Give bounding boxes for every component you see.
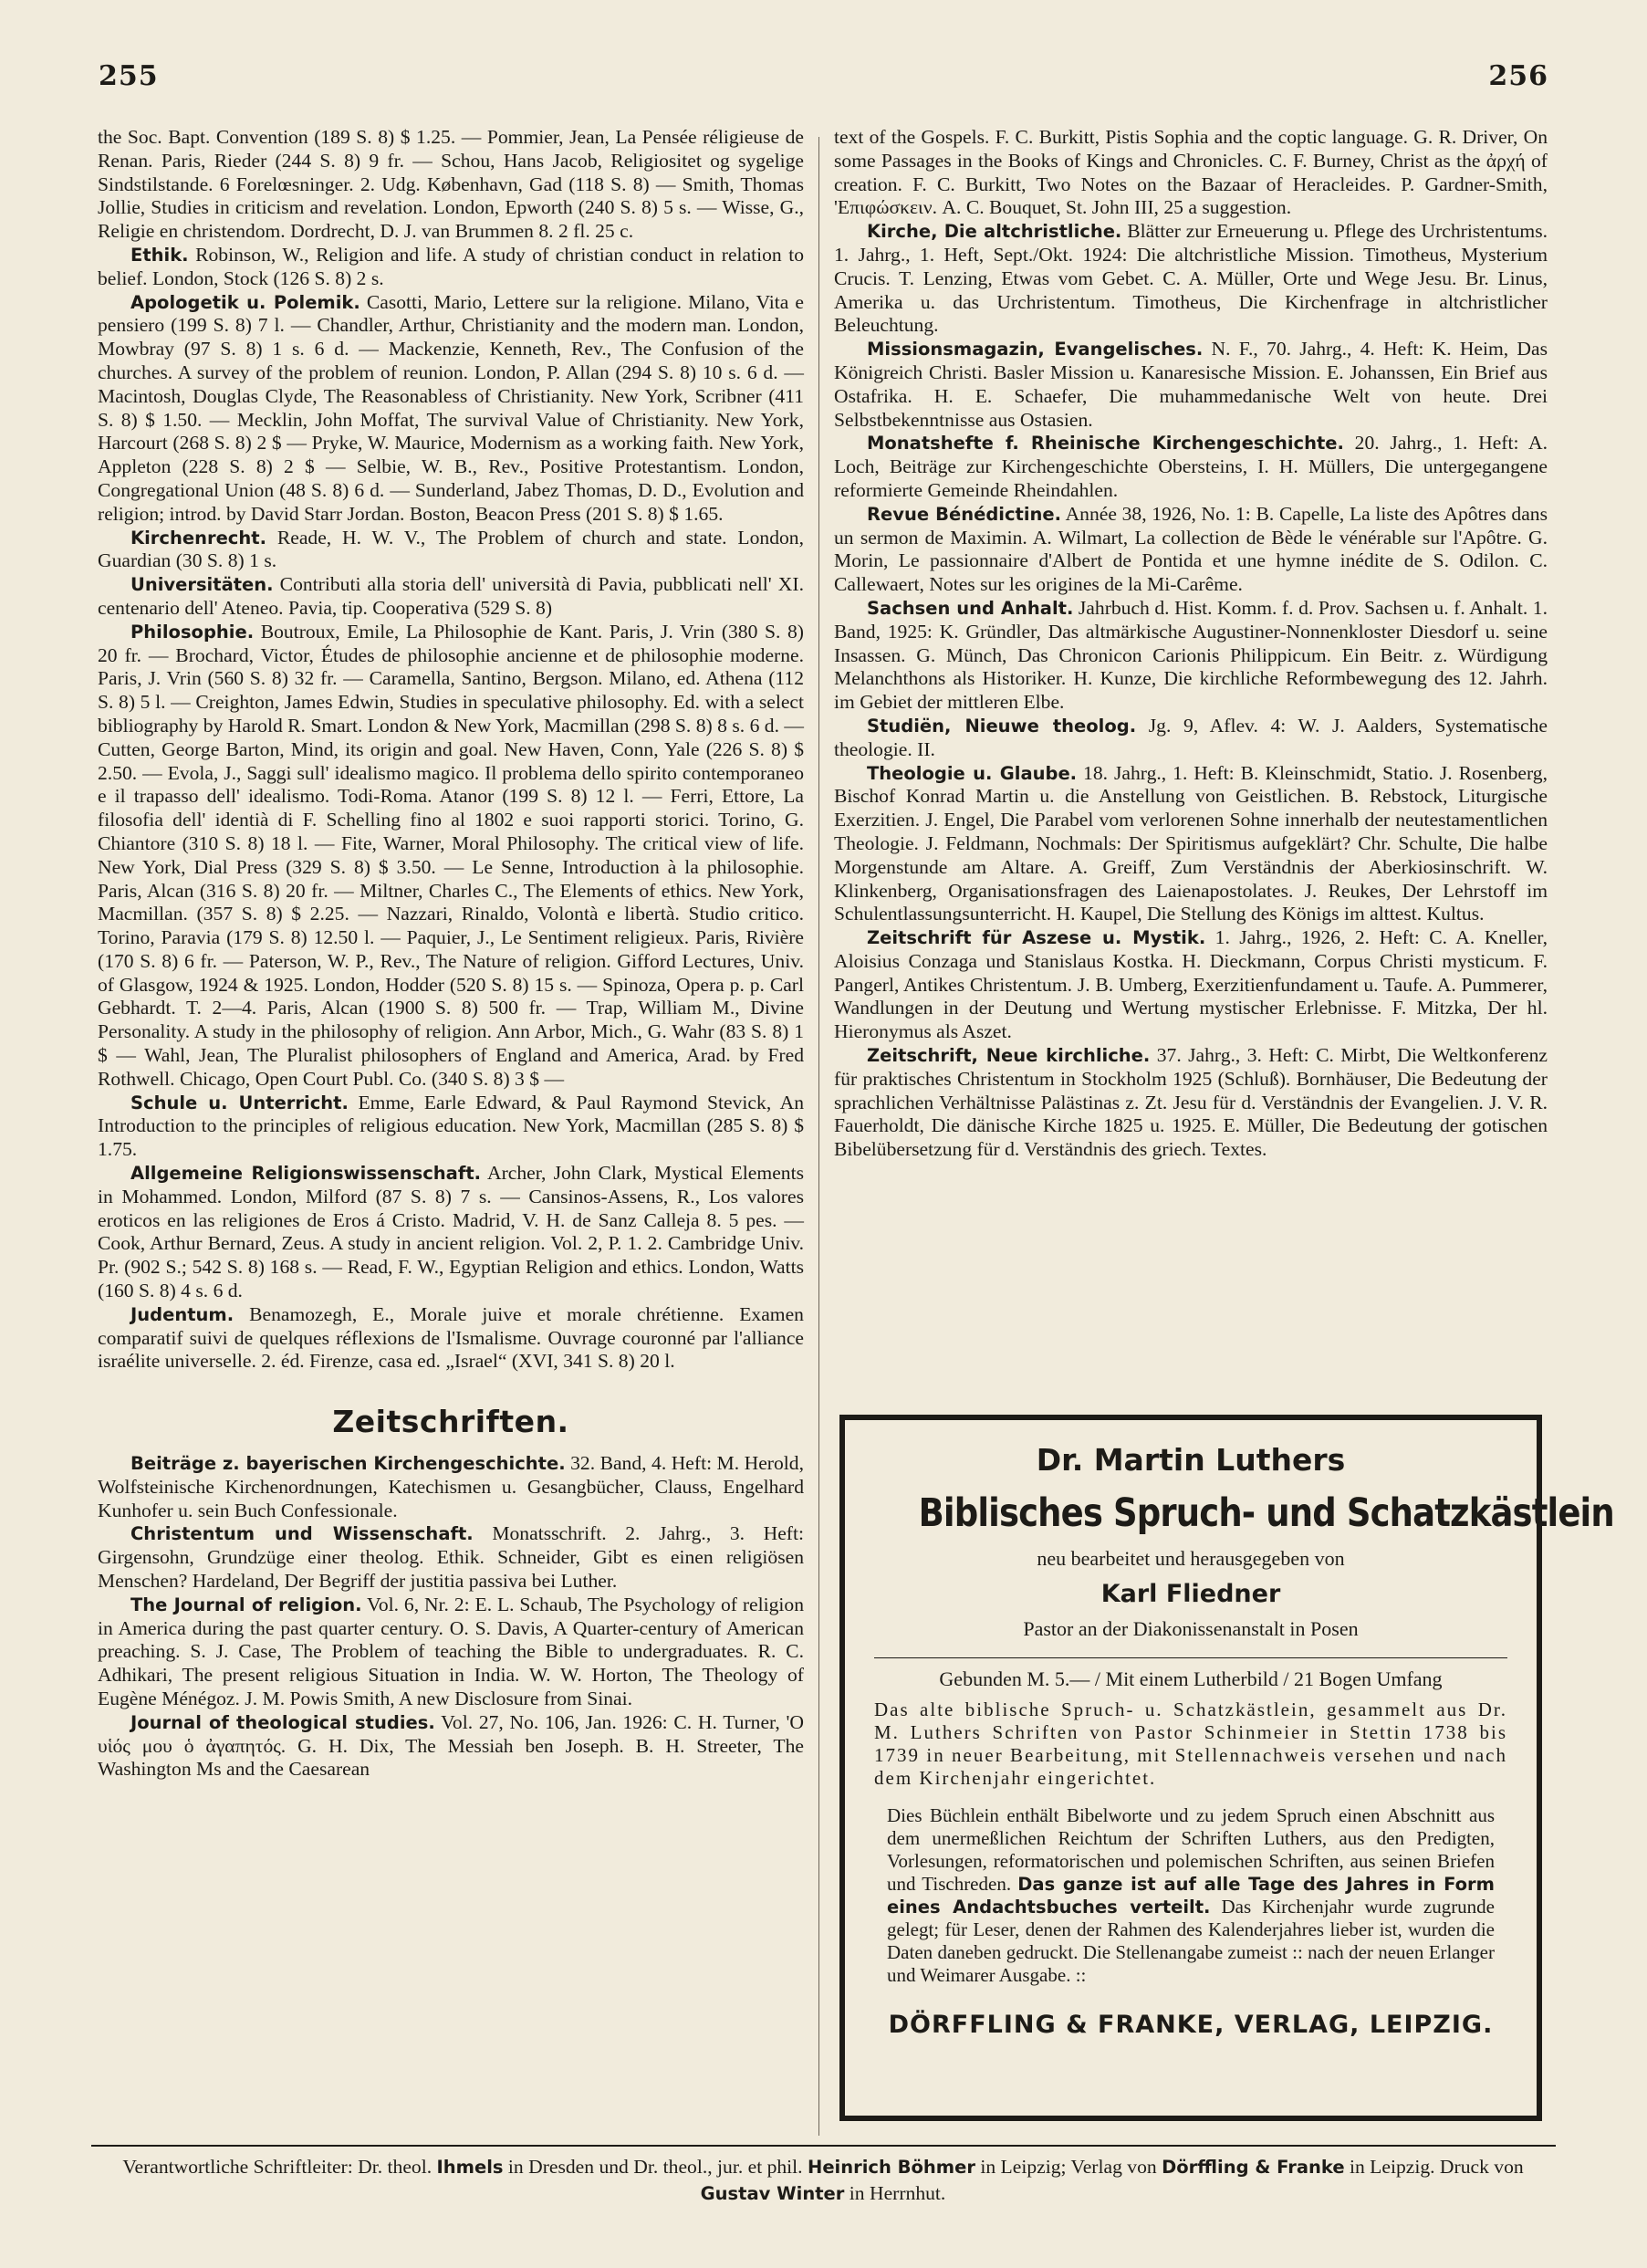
- footer-name: Gustav Winter: [700, 2183, 845, 2204]
- ad-editor-role: Pastor an der Diakonissenanstalt in Posen: [1023, 1617, 1359, 1640]
- right-column: [834, 126, 1548, 1161]
- section-ethik: [98, 244, 804, 291]
- journal-title: Revue Bénédictine.: [867, 503, 1062, 525]
- journal-entry: [98, 1594, 804, 1711]
- zeitschriften-heading: Zeitschriften.: [332, 1404, 569, 1440]
- journal-entry: [834, 926, 1548, 1044]
- journal-contents: 37. Jahrg., 3. Heft: C. Mirbt, Die Weltkonferenz für praktisches Christentum in Stockholm 1925 (Schluß). Bornhäuser, Die Bedeutung der sprachlichen Verhältnisse Palästinas z. Zt. Jesu für d. Verständnis der Evangelien. J. V. R. Fauerholdt, Die dänische Kirche 1825 u. 1925. E. Müller, Die Bedeutung der gotischen Bibelübersetzung für d. Verständnis des griech. Textes.: [834, 1044, 1548, 1161]
- journal-title: Kirche, Die altchristliche.: [867, 221, 1122, 243]
- ad-details: [887, 1804, 1495, 1987]
- advertisement-box: [839, 1415, 1614, 2121]
- section-heading: Apologetik u. Polemik.: [130, 291, 360, 313]
- section-body: Contributi alla storia dell' università di Pavia, pubblicati nell' XI. centenario dell' Ateneo. Pavia, tip. Cooperativa (529 S. 8): [98, 573, 804, 619]
- page-number-left: 255: [99, 60, 159, 92]
- journal-contents: Jg. 9, Aflev. 4: W. J. Aalders, Systematische theologie. II.: [834, 714, 1548, 760]
- journal-contents: Jahrbuch d. Hist. Komm. f. d. Prov. Sachsen u. f. Anhalt. 1. Band, 1925: K. Gründler, Das altmärkische Augustiner-Nonnenkloster Diesdorf u. seine Insassen. G. Münch, Das Chronicon Carionis Philippicum. Ein Beitr. z. Würdigung Melanchthons als Historiker. H. Kunze, Die kirchliche Reformbewegung des 12. Jahrh. im Gebiet der mittleren Elbe.: [834, 596, 1548, 714]
- section-religionswissenschaft: [98, 1162, 804, 1303]
- section-philosophie: [98, 621, 804, 1092]
- left-column: [98, 126, 804, 2134]
- journal-title: Journal of theological studies.: [130, 1711, 435, 1733]
- section-heading: Universitäten.: [130, 574, 274, 596]
- footer-text: in Leipzig; Verlag von: [980, 2156, 1157, 2178]
- journal-title: The Journal of religion.: [130, 1594, 362, 1615]
- journal-entry: [834, 338, 1548, 432]
- ad-publisher: DÖRFFLING & FRANKE, VERLAG, LEIPZIG.: [888, 2011, 1494, 2039]
- journal-entry: [834, 503, 1548, 597]
- footer-text: in Dresden und Dr. theol., jur. et phil.: [507, 2156, 803, 2178]
- journal-contents: 32. Band, 4. Heft: M. Herold, Wolfsteinische Kirchenordnungen, Katechismen u. Gesangbücher, Clauss, Engelhard Kunhofer u. sein Buch Confessionale.: [98, 1452, 804, 1521]
- section-body: Casotti, Mario, Lettere sur la religione. Milano, Vita e pensiero (199 S. 8) 7 l. — Chandler, Arthur, Christianity and the modern man. London, Mowbray (97 S. 8) 1 s. 6 d. — Mackenzie, Kenneth, Rev., The Confusion of the churches. A survey of the problem of reunion. London, P. Allan (294 S. 8) 10 s. 6 d. — Macintosh, Douglas Clyde, The Reasonabless of Christianity. New York, Scribner (411 S. 8) $ 1.50. — Mecklin, John Moffat, The survival Value of Christianity. New York, Harcourt (268 S. 8) 2 $ — Pryke, W. Maurice, Modernism as a working faith. New York, Appleton (228 S. 8) 2 $ — Selbie, W. B., Rev., Positive Protestantism. London, Congregational Union (48 S. 8) 6 d. — Sunderland, Jabez Thomas, D. D., Evolution and religion; introd. by David Starr Jordan. Boston, Beacon Press (201 S. 8) $ 1.65.: [98, 290, 804, 525]
- journal-contents: 1. Jahrg., 1926, 2. Heft: C. A. Kneller, Aloisius Conzaga und Stanislaus Kostka. H. Dieckmann, Corpus Christi mysticum. F. Pangerl, Antikes Christentum. J. B. Umberg, Exerzitienfundament u. Taufe. A. Pummerer, Wandlungen in der Deutung und Wertung mystischer Erlebnisse. F. Mitzka, Der hl. Hieronymus als Aszet.: [834, 926, 1548, 1043]
- journal-contents: Blätter zur Erneuerung u. Pflege des Urchristentums. 1. Jahrg., 1. Heft, Sept./Okt. 1924: Die altchristliche Mission. Timotheus, Mysterium Crucis. T. Lenzing, Etwas vom Gebet. C. A. Müller, Orte und Wege Jesu. Br. Linus, Amerika u. das Urchristentum. Timotheus, Die Kirchenfrage in altchristlicher Beleuchtung.: [834, 220, 1548, 337]
- section-heading: Kirchenrecht.: [130, 527, 266, 549]
- journal-title: Christentum und Wissenschaft.: [130, 1523, 474, 1545]
- ad-details-text: Das Kirchenjahr wurde zugrunde gelegt; für Leser, denen der Rahmen des Kalenderjahres lieber ist, wurden die Daten daneben gedruckt. Die Stellenangabe zumeist :: nach der neuen Erlanger und Weimarer Ausgabe. ::: [887, 1896, 1496, 1986]
- journal-contents: 20. Jahrg., 1. Heft: A. Loch, Beiträge zur Kirchengeschichte Obersteins, I. H. Müllers, Die untergegangene reformierte Gemeinde Rheindahlen.: [834, 432, 1548, 501]
- section-body: Boutroux, Emile, La Philosophie de Kant. Paris, J. Vrin (380 S. 8) 20 fr. — Brochard, Victor, Études de philosophie ancienne et de philosophie moderne. Paris, J. Vrin (560 S. 8) 32 fr. — Caramella, Santino, Bergson. Milano, ed. Athena (112 S. 8) 5 l. — Creighton, James Edwin, Studies in speculative philosophy. Ed. with a select bibliography by Harold R. Smart. London & New York, Macmillan (298 S. 8) 8 s. 6 d. — Cutten, George Barton, Mind, its origin and goal. New Haven, Conn, Yale (226 S. 8) $ 2.50. — Evola, J., Saggi sull' idealismo magico. Il problema dello spirito contemporaneo e il trapasso dell' idealismo. Todi-Roma. Atanor (199 S. 8) 12 l. — Ferri, Ettore, La filosofia dell' identià di F. Schelling fino al 1802 e suoi rapporti storici. Torino, G. Chiantore (310 S. 8) 18 l. — Fite, Warner, Moral Philosophy. The critical view of life. New York, Dial Press (329 S. 8) $ 3.50. — Le Senne, Introduction à la philosophie. Paris, Alcan (316 S. 8) 20 fr. — Miltner, Charles C., The Elements of ethics. New York, Macmillan. (357 S. 8) $ 2.25. — Nazzari, Rinaldo, Volontà e libertà. Studio critico. Torino, Paravia (179 S. 8) 12.50 l. — Paquier, J., Le Sentiment religieux. Paris, Rivière (170 S. 8) 6 fr. — Paterson, W. P., Rev., The Nature of religion. Gifford Lectures, Univ. of Glasgow, 1924 & 1925. London, Hodder (520 S. 8) 15 s. — Spinoza, Opera p. p. Carl Gebhardt. T. 2—4. Paris, Alcan (1900 S. 8) 500 fr. — Trap, William M., Divine Personality. A study in the philosophy of religion. Ann Arbor, Mich., G. Wahr (83 S. 8) 1 $ — Wahl, Jean, The Pluralist philosophers of England and America, Arad. by Fred Rothwell. Chicago, Open Court Publ. Co. (340 S. 8) 3 $ —: [98, 620, 804, 1090]
- journal-contents: N. F., 70. Jahrg., 4. Heft: K. Heim, Das Königreich Christi. Basler Mission u. Kanaresische Mission. E. Johanssen, Ein Brief aus Ostafrika. H. E. Schaefer, Die muhammedanische Welt von heute. Drei Selbstbekenntnisse aus Ostasien.: [834, 338, 1548, 431]
- ad-author: Dr. Martin Luthers: [1036, 1442, 1346, 1478]
- journal-title: Theologie u. Glaube.: [867, 762, 1078, 784]
- footer-text: Verantwortliche Schriftleiter:: [122, 2156, 353, 2178]
- section-body: Reade, H. W. V., The Problem of church and state. London, Guardian (30 S. 8) 1 s.: [98, 526, 804, 572]
- section-kirchenrecht: [98, 527, 804, 574]
- footer-name: Ihmels: [436, 2157, 504, 2178]
- section-apologetik: [98, 291, 804, 527]
- bibliography-continued: the Soc. Bapt. Convention (189 S. 8) $ 1.25. — Pommier, Jean, La Pensée réligieuse de Renan. Paris, Rieder (244 S. 8) 9 fr. — Schou, Hans Jacob, Religiositet og sygelige Sindstilstande. 6 Forelœsninger. 2. Udg. København, Gad (118 S. 8) — Smith, Thomas Jollie, Studies in criticism and revelation. London, Epworth (240 S. 8) 5 s. — Wisse, G., Religie en christendom. Dordrecht, D. J. van Brummen 8. 2 fl. 25 c.: [98, 126, 804, 243]
- section-heading: Ethik.: [130, 244, 189, 266]
- journal-title: Zeitschrift für Aszese u. Mystik.: [867, 927, 1206, 949]
- section-body: Emme, Earle Edward, & Paul Raymond Stevick, An Introduction to the principles of religious education. New York, Macmillan (285 S. 8) $ 1.75.: [98, 1091, 805, 1161]
- journal-title: Studiën, Nieuwe theolog.: [867, 715, 1137, 737]
- journal-title: Monatshefte f. Rheinische Kirchengeschichte.: [867, 433, 1344, 455]
- journal-contents: Monatsschrift. 2. Jahrg., 3. Heft: Girgensohn, Grundzüge einer theolog. Ethik. Schneider, Gibt es einen religiösen Menschen? Hardeland, Der Begriff der justitia passiva bei Luther.: [98, 1522, 804, 1593]
- section-body: Benamozegh, E., Morale juive et morale chrétienne. Examen comparatif suivi de quelques réflexions de l'Ismalisme. Ouvrage couronné par l'alliance israélite universelle. 2. éd. Firenze, casa ed. „Israel“ (XVI, 341 S. 8) 20 l.: [98, 1302, 804, 1373]
- footer-text: Dr. theol.: [358, 2156, 433, 2178]
- journal-contents: 18. Jahrg., 1. Heft: B. Kleinschmidt, Statio. J. Rosenberg, Bischof Konrad Martin u. die Anstellung von Geistlichen. B. Rebstock, Liturgische Exerzitien. J. Engel, Die Parabel vom verlorenen Sohne innerhalb der neutestamentlichen Theologie. J. Feldmann, Nochmals: Der Spiritismus aufgeklärt? Chr. Schulte, Die halbe Morgenstunde am Altare. A. Greiff, Zum Verständnis der Aberkiosinschrift. W. Klinkenberg, Organisationsfragen des Laienapostolates. J. Reukes, Der Lehrstoff im Schulentlassungsunterricht. H. Kaupel, Die Stellung des Königs im alttest. Kultus.: [834, 761, 1548, 925]
- footer-name: Heinrich Böhmer: [808, 2157, 975, 2178]
- journal-entry: [834, 1044, 1548, 1162]
- footer-text: in Herrnhut.: [849, 2182, 946, 2204]
- journal-contents: Vol. 6, Nr. 2: E. L. Schaub, The Psychology of religion in America during the past quarter century. O. S. Davis, A Quarter-century of American preaching. S. J. Case, The Problem of teaching the Bible to undergraduates. R. C. Adhikari, The present religious Situation in India. W. W. Horton, The Theology of Eugène Ménégoz. J. M. Powis Smith, A new Disclosure from Sinai.: [98, 1593, 805, 1709]
- footer-text: in Leipzig. Druck von: [1349, 2156, 1524, 2178]
- journal-title: Missionsmagazin, Evangelisches.: [867, 339, 1204, 361]
- section-heading: Judentum.: [130, 1303, 235, 1325]
- journal-entry: [834, 597, 1548, 715]
- section-heading: Philosophie.: [130, 621, 255, 643]
- ad-price-line: Gebunden M. 5.— / Mit einem Lutherbild / 21 Bogen Umfang: [939, 1667, 1443, 1690]
- journal-entry: [98, 1452, 804, 1522]
- journal-entry: [834, 220, 1548, 338]
- journal-contents: Vol. 27, No. 106, Jan. 1926: C. H. Turner, 'Ο υἱός μου ὁ ἀγαπητός. G. H. Dix, The Messiah ben Joseph. B. H. Streeter, The Washington Ms and the Caesarean: [98, 1710, 804, 1781]
- ad-editor: Karl Fliedner: [1100, 1580, 1281, 1608]
- section-heading: Allgemeine Religionswissenschaft.: [130, 1163, 482, 1185]
- section-body: Robinson, W., Religion and life. A study of christian conduct in relation to belief. London, Stock (126 S. 8) 2 s.: [98, 243, 804, 289]
- journal-entry: [834, 715, 1548, 762]
- journal-entry: [98, 1711, 804, 1782]
- journal-title: Sachsen und Anhalt.: [867, 597, 1074, 619]
- journal-entry: [834, 432, 1548, 502]
- ad-details-text: Dies Büchlein enthält Bibelworte und zu jedem Spruch einen Abschnitt aus dem unermeßlichen Reichtum der Schriften Luthers, aus den Predigten, Vorlesungen, reformatorischen und polemischen Schriften, aus seinen Briefen und Tischreden.: [887, 1804, 1495, 1895]
- page-number-right: 256: [1488, 60, 1548, 92]
- ad-description: Das alte biblische Spruch- u. Schatzkästlein, gesammelt aus Dr. M. Luthers Schriften von Pastor Schinmeier in Stettin 1738 bis 1739 in neuer Bearbeitung, mit Stellennachweis versehen und nach dem Kirchenjahr eingerichtet.: [874, 1698, 1507, 1789]
- journal-entry: [834, 762, 1548, 927]
- section-schule: [98, 1092, 804, 1162]
- ad-subtitle: neu bearbeitet und herausgegeben von: [1037, 1547, 1345, 1570]
- journal-title: Zeitschrift, Neue kirchliche.: [867, 1045, 1151, 1067]
- section-judentum: [98, 1303, 804, 1374]
- journal-contents: Année 38, 1926, No. 1: B. Capelle, La liste des Apôtres dans un sermon de Maximin. A. Wilmart, La collection de Bède le vénérable sur l'Apôtre. G. Morin, Le passionnaire d'Albert de Pontida et une hymne inédite de S. Odilon. C. Callewaert, Notes sur les origines de la Mi-Carême.: [834, 502, 1548, 596]
- journal-title: Beiträge z. bayerischen Kirchengeschichte.: [130, 1453, 566, 1475]
- ad-details-emphasis: Das ganze ist auf alle Tage des Jahres in Form eines Andachtsbuches verteilt.: [887, 1874, 1495, 1918]
- ad-rule: [874, 1657, 1507, 1658]
- ad-title: Biblisches Spruch- und Schatzkästlein: [918, 1490, 1614, 1536]
- section-heading: Schule u. Unterricht.: [130, 1092, 349, 1113]
- column-divider: [818, 137, 819, 2136]
- section-universitaeten: [98, 573, 804, 621]
- footer-rule: [91, 2145, 1556, 2147]
- footer-name: Dörffling & Franke: [1162, 2157, 1345, 2178]
- journal-continued: text of the Gospels. F. C. Burkitt, Pistis Sophia and the coptic language. G. R. Driver, On some Passages in the Books of Kings and Chronicles. C. F. Burney, Christ as the ἀρχή of creation. F. C. Burkitt, Two Notes on the Bazaar of Heracleides. P. Gardner-Smith, 'Επιφώσκειν. A. C. Bouquet, St. John III, 25 a suggestion.: [834, 126, 1548, 219]
- section-body: Archer, John Clark, Mystical Elements in Mohammed. London, Milford (87 S. 8) 7 s. — Cansinos-Assens, R., Los valores eroticos en las religiones de Eros á Cristo. Madrid, V. H. de Sanz Calleja 8. 5 pes. — Cook, Arthur Bernard, Zeus. A study in ancient religion. Vol. 2, P. 1. 2. Cambridge Univ. Pr. (902 S.; 542 S. 8) 168 s. — Read, F. W., Egyptian Religion and ethics. London, Watts (160 S. 8) 4 s. 6 d.: [98, 1162, 804, 1302]
- journal-entry: [98, 1522, 804, 1593]
- imprint-footer: [98, 2154, 1548, 2207]
